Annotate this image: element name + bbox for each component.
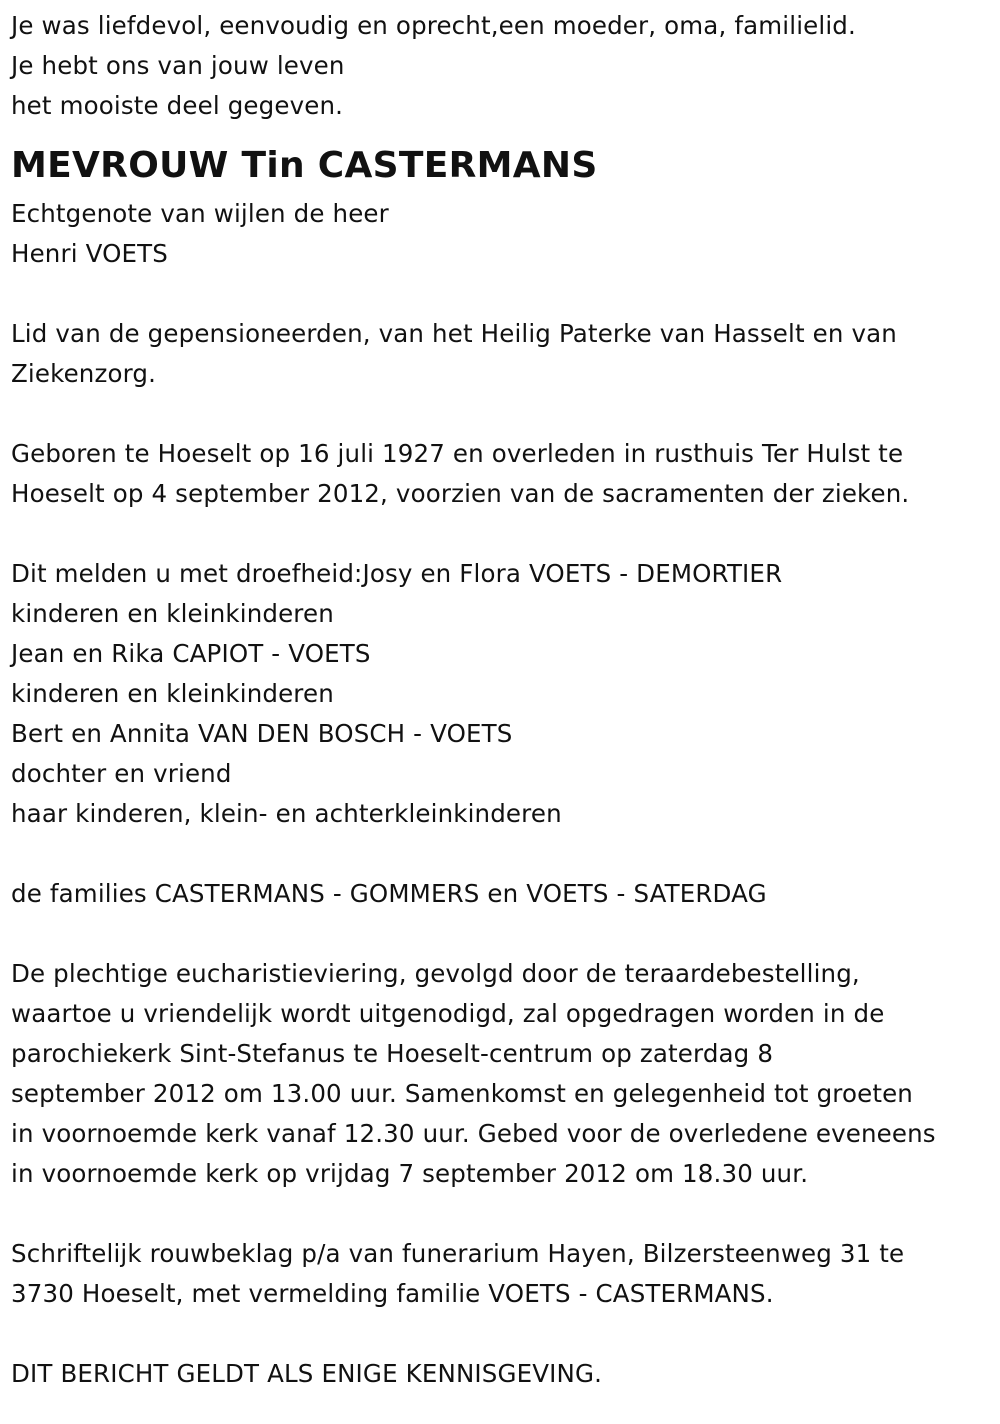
- poem-line: Je hebt ons van jouw leven: [11, 51, 345, 80]
- notice-info: [11, 1354, 995, 1394]
- birth-death-line: Geboren te Hoeselt op 16 juli 1927 en overleden in rusthuis Ter Hulst te: [11, 439, 904, 468]
- spacer: [11, 1314, 995, 1354]
- ceremony-line: parochiekerk Sint-Stefanus te Hoeselt-centrum op zaterdag 8: [11, 1039, 774, 1068]
- birth-death-info: [11, 434, 995, 514]
- spouse-line: Henri VOETS: [11, 239, 168, 268]
- membership-line: Ziekenzorg.: [11, 359, 157, 388]
- poem: [11, 6, 995, 126]
- announcers-list: [11, 554, 995, 834]
- spouse-line: Echtgenote van wijlen de heer: [11, 199, 389, 228]
- ceremony-line: De plechtige eucharistieviering, gevolgd door de teraardebestelling,: [11, 959, 860, 988]
- announcer-line: dochter en vriend: [11, 759, 232, 788]
- announcer-line: haar kinderen, klein- en achterkleinkinderen: [11, 799, 562, 828]
- spacer: [11, 394, 995, 434]
- poem-line: Je was liefdevol, eenvoudig en oprecht,een moeder, oma, familielid.: [11, 11, 856, 40]
- membership-line: Lid van de gepensioneerden, van het Heilig Paterke van Hasselt en van: [11, 319, 897, 348]
- announcer-line: Bert en Annita VAN DEN BOSCH - VOETS: [11, 719, 513, 748]
- announcer-line: kinderen en kleinkinderen: [11, 599, 334, 628]
- poem-line: het mooiste deel gegeven.: [11, 91, 344, 120]
- ceremony-line: waartoe u vriendelijk wordt uitgenodigd, zal opgedragen worden in de: [11, 999, 885, 1028]
- birth-death-line: Hoeselt op 4 september 2012, voorzien van de sacramenten der zieken.: [11, 479, 910, 508]
- spacer: [11, 274, 995, 314]
- ceremony-info: [11, 954, 995, 1194]
- deceased-name: MEVROUW Tin CASTERMANS: [11, 145, 598, 186]
- spouse-info: [11, 194, 995, 274]
- spacer: [11, 834, 995, 874]
- families-info: [11, 874, 995, 914]
- obituary-notice: [11, 6, 995, 1394]
- families-line: de families CASTERMANS - GOMMERS en VOETS - SATERDAG: [11, 879, 767, 908]
- ceremony-line: in voornoemde kerk vanaf 12.30 uur. Gebed voor de overledene eveneens: [11, 1119, 936, 1148]
- notice-line: DIT BERICHT GELDT ALS ENIGE KENNISGEVING.: [11, 1359, 603, 1388]
- ceremony-line: in voornoemde kerk op vrijdag 7 september 2012 om 18.30 uur.: [11, 1159, 809, 1188]
- spacer: [11, 1194, 995, 1234]
- announcer-line: Jean en Rika CAPIOT - VOETS: [11, 639, 371, 668]
- spacer: [11, 514, 995, 554]
- announcer-line: Dit melden u met droefheid:Josy en Flora VOETS - DEMORTIER: [11, 559, 783, 588]
- spacer: [11, 914, 995, 954]
- announcer-line: kinderen en kleinkinderen: [11, 679, 334, 708]
- condolences-info: [11, 1234, 995, 1314]
- condolences-line: 3730 Hoeselt, met vermelding familie VOETS - CASTERMANS.: [11, 1279, 774, 1308]
- condolences-line: Schriftelijk rouwbeklag p/a van funerarium Hayen, Bilzersteenweg 31 te: [11, 1239, 905, 1268]
- membership-info: [11, 314, 995, 394]
- ceremony-line: september 2012 om 13.00 uur. Samenkomst en gelegenheid tot groeten: [11, 1079, 913, 1108]
